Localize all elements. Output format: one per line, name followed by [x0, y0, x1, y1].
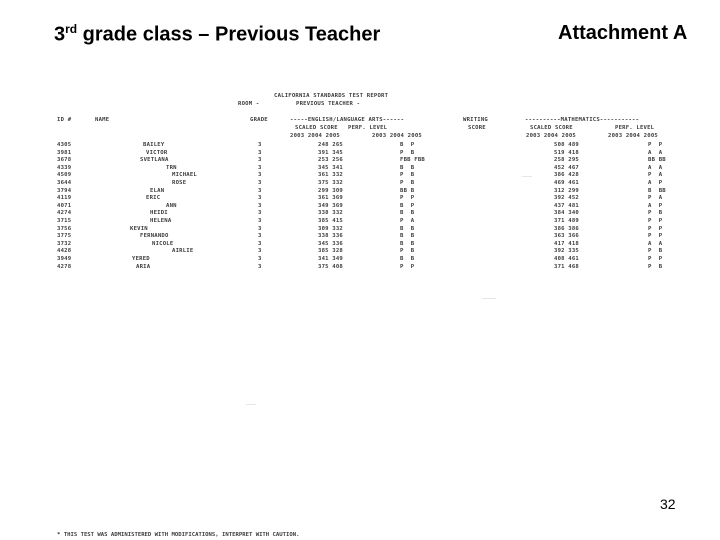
- math-perf-levels: A P: [648, 180, 663, 186]
- student-id: 4509: [57, 172, 72, 179]
- ela-scaled-years: 2003 2004 2005: [290, 133, 340, 139]
- column-header-name: NAME: [95, 117, 110, 123]
- ela-scaled-scores: 361 369: [318, 195, 343, 202]
- math-perf-levels: P P: [648, 233, 663, 240]
- math-group-header: ----------MATHEMATICS-----------: [525, 117, 640, 123]
- math-perf-levels: P B: [648, 263, 663, 270]
- student-grade: 3: [258, 187, 262, 194]
- student-name: MICHAEL: [172, 172, 197, 179]
- ela-perf-levels: P P: [400, 263, 415, 270]
- report-footnote: * THIS TEST WAS ADMINISTERED WITH MODIFICATIONS, INTERPRET WITH CAUTION.: [57, 532, 300, 538]
- student-grade: 3: [258, 142, 262, 148]
- math-scaled-score-header: SCALED SCORE: [530, 125, 573, 131]
- ela-perf-levels: B B: [400, 240, 415, 247]
- math-scaled-scores: 437 481: [554, 202, 579, 209]
- student-name: HELENA: [150, 218, 172, 224]
- student-grade: 3: [258, 157, 262, 164]
- student-grade: 3: [258, 263, 262, 270]
- ela-scaled-scores: 341 349: [318, 256, 343, 262]
- ela-scaled-scores: 248 265: [318, 142, 343, 148]
- ela-scaled-scores: 361 332: [318, 172, 343, 179]
- math-scaled-scores: 258 295: [554, 157, 579, 164]
- student-grade: 3: [258, 164, 262, 171]
- student-name: AIRLIE: [172, 248, 194, 255]
- room-label: ROOM -: [238, 101, 260, 107]
- ela-perf-levels: B B: [400, 225, 415, 232]
- ela-scaled-scores: 349 369: [318, 202, 343, 209]
- student-name: ERIC: [146, 195, 161, 202]
- ela-scaled-scores: 338 332: [318, 210, 343, 217]
- math-perf-levels: P P: [648, 218, 663, 224]
- ela-perf-levels: P P: [400, 195, 415, 202]
- student-grade: 3: [258, 256, 262, 262]
- page-number: 32: [660, 496, 676, 512]
- title-text: grade class – Previous Teacher: [77, 23, 381, 46]
- student-grade: 3: [258, 149, 262, 156]
- ela-perf-levels: B P: [400, 202, 415, 209]
- student-id: 3981: [57, 149, 72, 156]
- student-name: VICTOR: [146, 149, 168, 156]
- slide-title: [54, 22, 380, 47]
- student-id: 4274: [57, 210, 72, 217]
- student-name: ELAN: [150, 187, 165, 194]
- student-name: HEIDI: [150, 210, 168, 217]
- student-grade: 3: [258, 195, 262, 202]
- student-id: 4339: [57, 164, 72, 171]
- math-perf-levels: P B: [648, 248, 663, 255]
- student-grade: 3: [258, 240, 262, 247]
- student-grade: 3: [258, 210, 262, 217]
- student-name: ROSE: [172, 180, 187, 186]
- math-scaled-scores: 408 461: [554, 256, 579, 262]
- ela-perf-levels: B B: [400, 210, 415, 217]
- math-perf-levels: P P: [648, 256, 663, 262]
- ela-scaled-scores: 391 345: [318, 149, 343, 156]
- student-grade: 3: [258, 180, 262, 186]
- math-scaled-scores: 392 452: [554, 195, 579, 202]
- math-scaled-scores: 384 340: [554, 210, 579, 217]
- ela-scaled-scores: 253 256: [318, 157, 343, 164]
- student-name: KEVIN: [130, 225, 148, 232]
- math-scaled-scores: 469 461: [554, 180, 579, 186]
- student-grade: 3: [258, 225, 262, 232]
- math-perf-levels: A A: [648, 149, 663, 156]
- student-id: 4119: [57, 195, 72, 202]
- ela-perf-levels: FBB FBB: [400, 157, 425, 164]
- student-id: 4428: [57, 248, 72, 255]
- student-id: 3715: [57, 218, 72, 224]
- report-title: CALIFORNIA STANDARDS TEST REPORT: [274, 93, 389, 99]
- student-id: 4071: [57, 202, 72, 209]
- math-perf-levels: B BB: [648, 187, 666, 194]
- scan-artifact: [246, 404, 256, 405]
- math-scaled-scores: 363 366: [554, 233, 579, 240]
- math-scaled-scores: 508 489: [554, 142, 579, 148]
- ela-scaled-scores: 375 332: [318, 180, 343, 186]
- math-scaled-scores: 386 386: [554, 225, 579, 232]
- math-scaled-years: 2003 2004 2005: [526, 133, 576, 139]
- student-id: 3732: [57, 240, 72, 247]
- math-scaled-scores: 392 335: [554, 248, 579, 255]
- title-grade-number: 3: [54, 23, 66, 46]
- student-id: 3644: [57, 180, 72, 186]
- writing-score-header: SCORE: [468, 125, 486, 131]
- ela-scaled-score-header: SCALED SCORE: [295, 125, 338, 131]
- student-grade: 3: [258, 233, 262, 240]
- ela-scaled-scores: 375 408: [318, 263, 343, 270]
- writing-group-header: WRITING: [463, 117, 488, 123]
- student-name: NICOLE: [152, 240, 174, 247]
- math-perf-levels: P A: [648, 172, 663, 179]
- ela-perf-levels: P B: [400, 248, 415, 255]
- student-grade: 3: [258, 218, 262, 224]
- math-perf-level-header: PERF. LEVEL: [615, 125, 655, 131]
- room-value: PREVIOUS TEACHER -: [296, 101, 361, 107]
- math-scaled-scores: 386 428: [554, 172, 579, 179]
- math-scaled-scores: 371 468: [554, 263, 579, 270]
- math-perf-levels: P A: [648, 195, 663, 202]
- math-perf-levels: A A: [648, 240, 663, 247]
- student-id: 3678: [57, 157, 72, 164]
- math-perf-levels: A A: [648, 164, 663, 171]
- student-name: YERED: [132, 256, 150, 262]
- scan-artifact: [482, 298, 496, 299]
- math-scaled-scores: 312 299: [554, 187, 579, 194]
- scan-artifact: [522, 176, 532, 177]
- math-scaled-scores: 417 418: [554, 240, 579, 247]
- student-id: 3756: [57, 225, 72, 232]
- ela-scaled-scores: 299 309: [318, 187, 343, 194]
- math-perf-levels: BB BB: [648, 157, 666, 164]
- ela-perf-levels: B P: [400, 142, 415, 148]
- ela-perf-levels: B B: [400, 233, 415, 240]
- math-perf-levels: P B: [648, 210, 663, 217]
- student-name: BAILEY: [143, 142, 165, 148]
- student-id: 3775: [57, 233, 72, 240]
- student-name: FERNANDO: [140, 233, 169, 240]
- math-perf-levels: P P: [648, 225, 663, 232]
- student-id: 3949: [57, 256, 72, 262]
- math-perf-levels: A P: [648, 202, 663, 209]
- math-perf-years: 2003 2004 2005: [608, 133, 658, 139]
- student-name: ARIA: [136, 263, 151, 270]
- ela-scaled-scores: 385 415: [318, 218, 343, 224]
- ela-perf-levels: B B: [400, 164, 415, 171]
- ela-perf-levels: B B: [400, 256, 415, 262]
- ela-perf-years: 2003 2004 2005: [372, 133, 422, 139]
- column-header-id: ID #: [57, 117, 72, 123]
- math-scaled-scores: 519 418: [554, 149, 579, 156]
- ela-perf-level-header: PERF. LEVEL: [348, 125, 388, 131]
- student-grade: 3: [258, 202, 262, 209]
- ela-perf-levels: P B: [400, 149, 415, 156]
- math-scaled-scores: 371 489: [554, 218, 579, 224]
- student-grade: 3: [258, 172, 262, 179]
- math-scaled-scores: 452 467: [554, 164, 579, 171]
- title-grade-suffix: rd: [65, 22, 78, 36]
- student-name: SVETLANA: [140, 157, 169, 164]
- attachment-label: Attachment A: [558, 22, 688, 44]
- column-header-grade: GRADE: [250, 117, 268, 123]
- ela-perf-levels: P B: [400, 172, 415, 179]
- ela-scaled-scores: 309 332: [318, 225, 343, 232]
- ela-perf-levels: BB B: [400, 187, 415, 194]
- ela-group-header: -----ENGLISH/LANGUAGE ARTS------: [290, 117, 405, 123]
- ela-scaled-scores: 345 336: [318, 240, 343, 247]
- ela-perf-levels: P B: [400, 180, 415, 186]
- math-perf-levels: P P: [648, 142, 663, 148]
- student-id: 4305: [57, 142, 72, 148]
- student-grade: 3: [258, 248, 262, 255]
- ela-scaled-scores: 345 341: [318, 164, 343, 171]
- ela-scaled-scores: 338 336: [318, 233, 343, 240]
- student-name: ANN: [166, 202, 177, 209]
- student-id: 3794: [57, 187, 72, 194]
- ela-scaled-scores: 385 328: [318, 248, 343, 255]
- student-id: 4278: [57, 263, 72, 270]
- ela-perf-levels: P A: [400, 218, 415, 224]
- student-name: TRN: [166, 164, 177, 171]
